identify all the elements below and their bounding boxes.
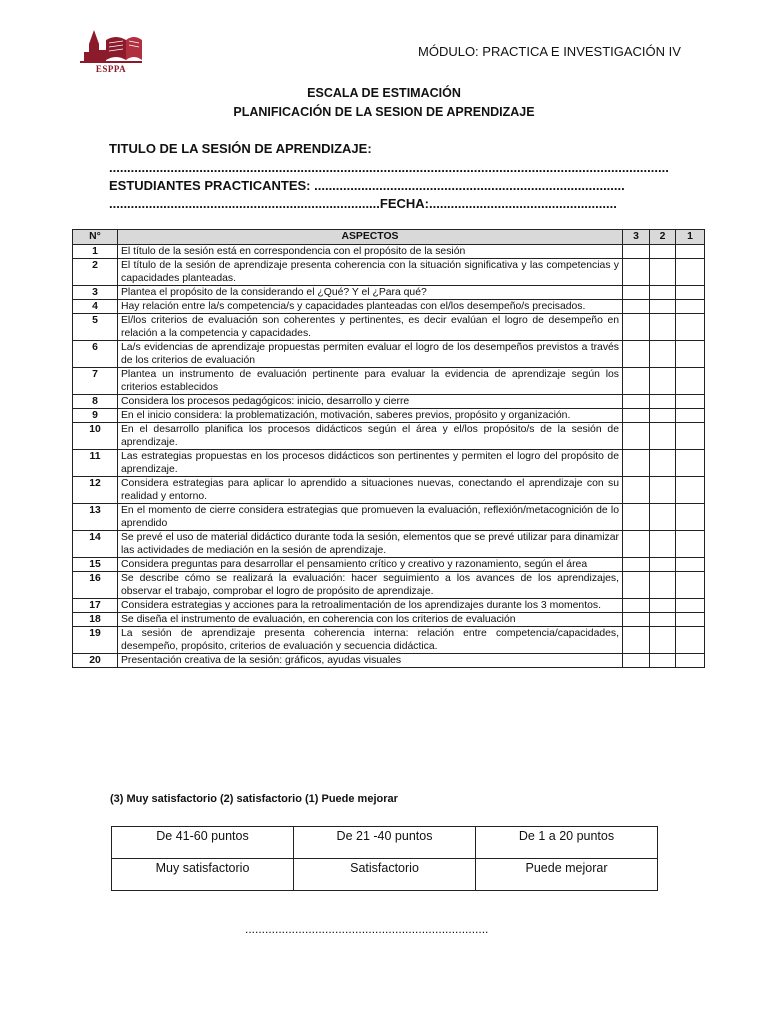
level-high: Muy satisfactorio	[112, 859, 294, 891]
session-title-blank: ...........................................................................................................................................................	[109, 160, 669, 175]
score-1-cell[interactable]	[676, 558, 705, 572]
score-1-cell[interactable]	[676, 613, 705, 627]
score-1-cell[interactable]	[676, 341, 705, 368]
score-1-cell[interactable]	[676, 395, 705, 409]
row-aspect: El título de la sesión de aprendizaje presenta coherencia con la situación significativa y las competencias y capacidades planteadas.	[118, 259, 623, 286]
score-3-cell[interactable]	[623, 504, 650, 531]
row-aspect: Se prevé el uso de material didáctico durante toda la sesión, elementos que se prevé utilizar para dinamizar las actividades de mediación en la sesión de aprendizaje.	[118, 531, 623, 558]
score-2-cell[interactable]	[650, 341, 676, 368]
score-1-cell[interactable]	[676, 368, 705, 395]
row-aspect: Plantea un instrumento de evaluación pertinente para evaluar la evidencia de aprendizaje según los criterios establecidos	[118, 368, 623, 395]
score-2-cell[interactable]	[650, 558, 676, 572]
score-2-cell[interactable]	[650, 450, 676, 477]
points-level-row	[112, 859, 658, 891]
rating-table	[72, 229, 705, 668]
score-3-cell[interactable]	[623, 531, 650, 558]
table-row	[73, 300, 705, 314]
row-number: 9	[73, 409, 118, 423]
row-number: 1	[73, 245, 118, 259]
row-aspect: Presentación creativa de la sesión: gráficos, ayudas visuales	[118, 654, 623, 668]
score-2-cell[interactable]	[650, 259, 676, 286]
table-row	[73, 572, 705, 599]
score-3-cell[interactable]	[623, 245, 650, 259]
row-number: 5	[73, 314, 118, 341]
score-3-cell[interactable]	[623, 450, 650, 477]
score-1-cell[interactable]	[676, 423, 705, 450]
session-title-field: TITULO DE LA SESIÓN DE APRENDIZAJE:	[109, 141, 372, 156]
table-header-row	[73, 230, 705, 245]
header-score-1: 1	[676, 230, 705, 245]
row-aspect: La sesión de aprendizaje presenta coherencia interna: relación entre competencia/capacidades, desempeño, propósito, criterios de evaluación y secuencia didáctica.	[118, 627, 623, 654]
score-3-cell[interactable]	[623, 613, 650, 627]
row-aspect: En el inicio considera: la problematización, motivación, saberes previos, propósito y organización.	[118, 409, 623, 423]
row-aspect: Se describe cómo se realizará la evaluación: hacer seguimiento a los avances de los aprendizajes, observar el trabajo, comprobar el logro de propósito de aprendizaje.	[118, 572, 623, 599]
score-1-cell[interactable]	[676, 654, 705, 668]
table-row	[73, 450, 705, 477]
header-aspect: ASPECTOS	[118, 230, 623, 245]
range-mid: De 21 -40 puntos	[294, 827, 476, 859]
row-number: 19	[73, 627, 118, 654]
date-field: ...........................................................................FECHA:....................................................	[109, 196, 617, 211]
row-number: 4	[73, 300, 118, 314]
score-2-cell[interactable]	[650, 409, 676, 423]
level-low: Puede mejorar	[476, 859, 658, 891]
points-range-row	[112, 827, 658, 859]
row-aspect: Las estrategias propuestas en los procesos didácticos son pertinentes y permiten el logro del propósito de aprendizaje.	[118, 450, 623, 477]
table-row	[73, 259, 705, 286]
score-3-cell[interactable]	[623, 477, 650, 504]
range-low: De 1 a 20 puntos	[476, 827, 658, 859]
score-1-cell[interactable]	[676, 531, 705, 558]
score-3-cell[interactable]	[623, 341, 650, 368]
score-1-cell[interactable]	[676, 450, 705, 477]
table-row	[73, 314, 705, 341]
score-2-cell[interactable]	[650, 245, 676, 259]
points-table	[111, 826, 658, 891]
score-3-cell[interactable]	[623, 572, 650, 599]
row-aspect: Se diseña el instrumento de evaluación, en coherencia con los criterios de evaluación	[118, 613, 623, 627]
row-aspect: Plantea el propósito de la considerando el ¿Qué? Y el ¿Para qué?	[118, 286, 623, 300]
score-1-cell[interactable]	[676, 300, 705, 314]
document-subtitle: PLANIFICACIÓN DE LA SESION DE APRENDIZAJE	[233, 105, 535, 119]
scale-legend: (3) Muy satisfactorio (2) satisfactorio (1) Puede mejorar	[110, 793, 398, 805]
score-2-cell[interactable]	[650, 599, 676, 613]
table-row	[73, 504, 705, 531]
row-aspect: El título de la sesión está en correspondencia con el propósito de la sesión	[118, 245, 623, 259]
score-1-cell[interactable]	[676, 259, 705, 286]
score-1-cell[interactable]	[676, 314, 705, 341]
header-num: N°	[73, 230, 118, 245]
score-1-cell[interactable]	[676, 572, 705, 599]
row-number: 2	[73, 259, 118, 286]
row-number: 14	[73, 531, 118, 558]
row-number: 20	[73, 654, 118, 668]
header-score-2: 2	[650, 230, 676, 245]
score-2-cell[interactable]	[650, 395, 676, 409]
score-2-cell[interactable]	[650, 531, 676, 558]
row-aspect: La/s evidencias de aprendizaje propuestas permiten evaluar el logro de los desempeños previstos a través de los criterios de evaluación	[118, 341, 623, 368]
table-row	[73, 395, 705, 409]
score-2-cell[interactable]	[650, 654, 676, 668]
score-1-cell[interactable]	[676, 245, 705, 259]
score-1-cell[interactable]	[676, 627, 705, 654]
row-aspect: Considera los procesos pedagógicos: inicio, desarrollo y cierre	[118, 395, 623, 409]
row-number: 3	[73, 286, 118, 300]
score-1-cell[interactable]	[676, 504, 705, 531]
students-field: ESTUDIANTES PRACTICANTES: ......................................................................................	[109, 178, 625, 193]
row-number: 18	[73, 613, 118, 627]
score-2-cell[interactable]	[650, 368, 676, 395]
score-1-cell[interactable]	[676, 286, 705, 300]
score-2-cell[interactable]	[650, 423, 676, 450]
row-number: 7	[73, 368, 118, 395]
row-number: 15	[73, 558, 118, 572]
score-2-cell[interactable]	[650, 477, 676, 504]
score-3-cell[interactable]	[623, 286, 650, 300]
table-row	[73, 341, 705, 368]
header-score-3: 3	[623, 230, 650, 245]
table-row	[73, 613, 705, 627]
score-2-cell[interactable]	[650, 314, 676, 341]
row-number: 17	[73, 599, 118, 613]
table-row	[73, 423, 705, 450]
table-row	[73, 627, 705, 654]
row-aspect: En el desarrollo planifica los procesos didácticos según el área y el/los propósito/s de la sesión de aprendizaje.	[118, 423, 623, 450]
score-3-cell[interactable]	[623, 599, 650, 613]
row-number: 16	[73, 572, 118, 599]
score-2-cell[interactable]	[650, 504, 676, 531]
score-2-cell[interactable]	[650, 572, 676, 599]
level-mid: Satisfactorio	[294, 859, 476, 891]
table-row	[73, 368, 705, 395]
score-1-cell[interactable]	[676, 477, 705, 504]
score-3-cell[interactable]	[623, 259, 650, 286]
row-aspect: En el momento de cierre considera estrategias que promueven la evaluación, reflexión/metacognición de lo aprendido	[118, 504, 623, 531]
score-3-cell[interactable]	[623, 423, 650, 450]
table-row	[73, 654, 705, 668]
row-aspect: Hay relación entre la/s competencia/s y capacidades planteadas con el/los desempeño/s precisados.	[118, 300, 623, 314]
score-3-cell[interactable]	[623, 368, 650, 395]
row-aspect: Considera estrategias para aplicar lo aprendido a situaciones nuevas, conectando el aprendizaje con su realidad y entorno.	[118, 477, 623, 504]
table-row	[73, 599, 705, 613]
row-number: 6	[73, 341, 118, 368]
document-title: ESCALA DE ESTIMACIÓN	[307, 86, 461, 100]
score-1-cell[interactable]	[676, 409, 705, 423]
score-3-cell[interactable]	[623, 300, 650, 314]
row-number: 8	[73, 395, 118, 409]
score-3-cell[interactable]	[623, 558, 650, 572]
score-3-cell[interactable]	[623, 314, 650, 341]
row-aspect: El/los criterios de evaluación son coherentes y pertinentes, es decir evalúan el logro de desempeño en relación a la competencia y capacidades.	[118, 314, 623, 341]
score-3-cell[interactable]	[623, 627, 650, 654]
table-row	[73, 245, 705, 259]
row-number: 12	[73, 477, 118, 504]
table-row	[73, 409, 705, 423]
logo-wordmark: ESPPA	[95, 64, 127, 74]
row-number: 11	[73, 450, 118, 477]
row-aspect: Considera preguntas para desarrollar el pensamiento crítico y creativo y razonamiento, según el área	[118, 558, 623, 572]
row-number: 10	[73, 423, 118, 450]
row-number: 13	[73, 504, 118, 531]
score-2-cell[interactable]	[650, 286, 676, 300]
score-2-cell[interactable]	[650, 627, 676, 654]
table-row	[73, 531, 705, 558]
score-1-cell[interactable]	[676, 599, 705, 613]
score-3-cell[interactable]	[623, 654, 650, 668]
table-row	[73, 286, 705, 300]
table-row	[73, 477, 705, 504]
range-high: De 41-60 puntos	[112, 827, 294, 859]
score-3-cell[interactable]	[623, 395, 650, 409]
row-aspect: Considera estrategias y acciones para la retroalimentación de los aprendizajes durante los 3 momentos.	[118, 599, 623, 613]
score-3-cell[interactable]	[623, 409, 650, 423]
table-row	[73, 558, 705, 572]
module-label: MÓDULO: PRACTICA E INVESTIGACIÓN IV	[418, 44, 681, 59]
score-2-cell[interactable]	[650, 300, 676, 314]
score-2-cell[interactable]	[650, 613, 676, 627]
signature-line: .........................................................................	[245, 922, 489, 936]
